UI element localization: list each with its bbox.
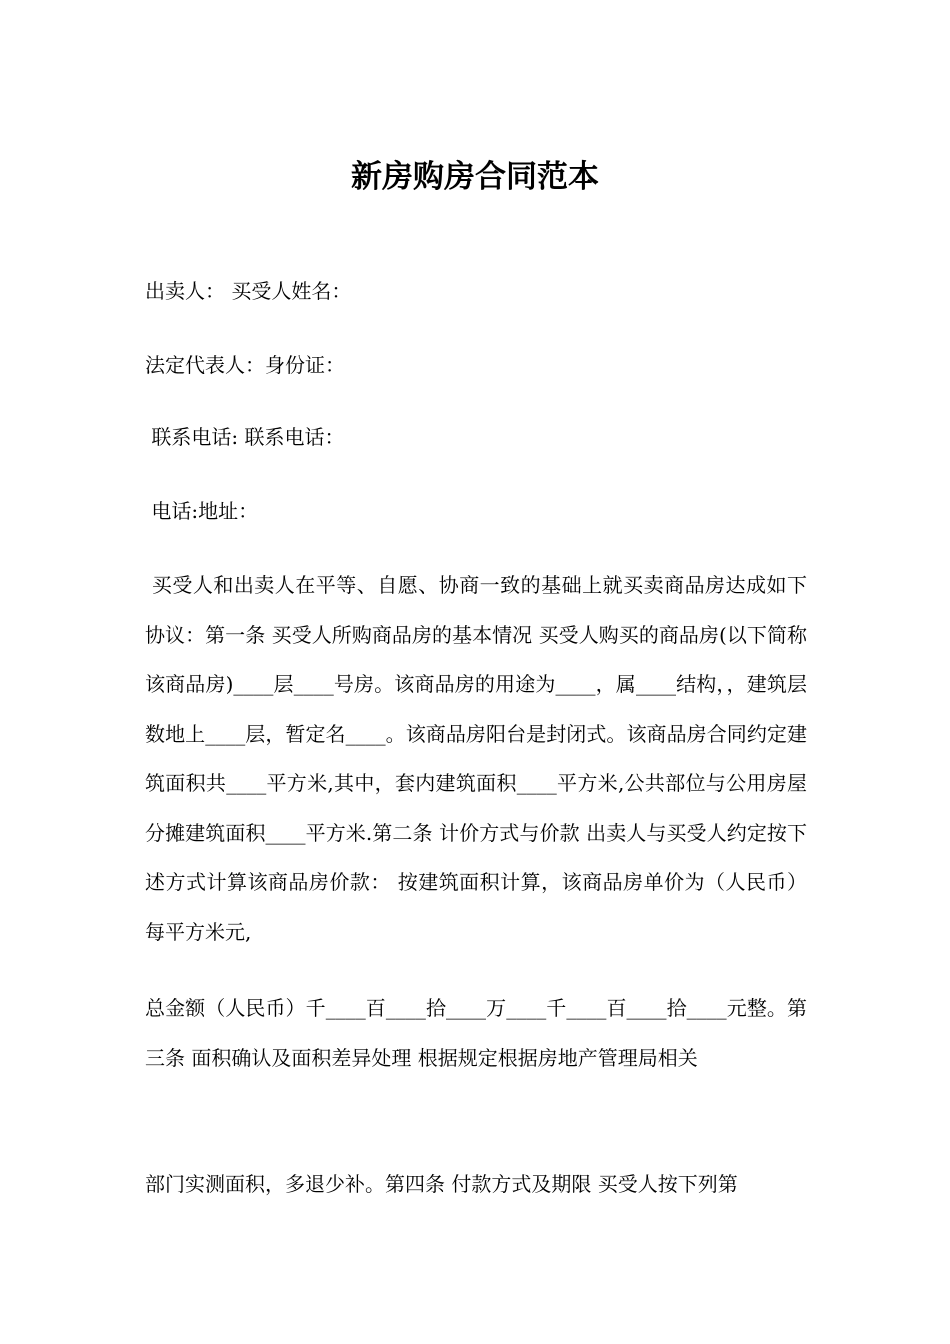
phone-address-line: 电话:地址： bbox=[145, 499, 259, 523]
contract-paragraph-2: 总金额（人民币）千____百____拾____万____千____百____拾____元整。第三条 面积确认及面积差异处理 根据规定根据房地产管理局相关 bbox=[145, 996, 807, 1070]
contract-paragraph-3: 部门实测面积，多退少补。第四条 付款方式及期限 买受人按下列第 bbox=[145, 1172, 738, 1196]
representative-id-line: 法定代表人：身份证： bbox=[145, 353, 345, 377]
document-title: 新房购房合同范本 bbox=[351, 159, 599, 195]
seller-buyer-line: 出卖人： 买受人姓名： bbox=[145, 279, 352, 303]
contract-paragraph-1: 买受人和出卖人在平等、自愿、协商一致的基础上就买卖商品房达成如下协议：第一条 买受人所购商品房的基本情况 买受人购买的商品房(以下简称该商品房)____层____号房。该商品房的用途为____，属____结构，，建筑层数地上____层，暂定名____。该商品房阳台是封闭式。该商品房合同约定建筑面积共____平方米,其中，套内建筑面积____平方米,公共部位与公用房屋分摊建筑面积____平方米.第二条 计价方式与价款 出卖人与买受人约定按下述方式计算该商品房价款： 按建筑面积计算，该商品房单价为（人民币）每平方米元, bbox=[145, 573, 808, 944]
contact-phone-line: 联系电话: 联系电话： bbox=[145, 425, 345, 449]
